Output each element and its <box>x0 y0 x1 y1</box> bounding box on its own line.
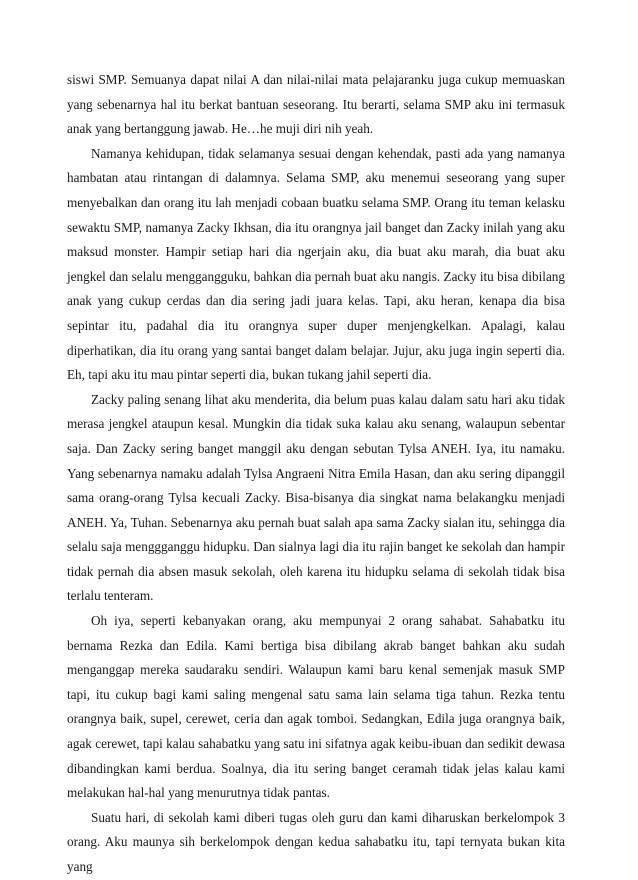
document-body <box>67 68 565 880</box>
paragraph-3: Zacky paling senang lihat aku menderita, dia belum puas kalau dalam satu hari aku tidak merasa jengkel ataupun kesal. Mungkin dia tidak suka kalau aku senang, walaupun sebentar saja. Dan Zacky sering banget manggil aku dengan sebutan Tylsa ANEH. Iya, itu namaku. Yang sebenarnya namaku adalah Tylsa Angraeni Nitra Emila Hasan, dan aku sering dipanggil sama orang-orang Tylsa kecuali Zacky. Bisa-bisanya dia singkat nama belakangku menjadi ANEH. Ya, Tuhan. Sebenarnya aku pernah buat salah apa sama Zacky sialan itu, sehingga dia selalu saja menggganggu hidupku. Dan sialnya lagi dia itu rajin banget ke sekolah dan hampir tidak pernah dia absen masuk sekolah, oleh karena itu hidupku selama di sekolah tidak bisa terlalu tenteram. <box>67 391 565 604</box>
paragraph-4: Oh iya, seperti kebanyakan orang, aku mempunyai 2 orang sahabat. Sahabatku itu bernama Rezka dan Edila. Kami bertiga bisa dibilang akrab banget bahkan aku sudah menganggap mereka saudaraku sendiri. Walaupun kami baru kenal semenjak masuk SMP tapi, itu cukup bagi kami saling mengenal satu sama lain selama tiga tahun. Rezka tentu orangnya baik, supel, cerewet, ceria dan agak tomboi. Sedangkan, Edila juga orangnya baik, agak cerewet, tapi kalau sahabatku yang satu ini sifatnya agak keibu-ibuan dan sedikit dewasa dibandingkan kami berdua. Soalnya, dia itu sering banget ceramah tidak jelas kalau kami melakukan hal-hal yang menurutnya tidak pantas. <box>67 613 565 801</box>
paragraph-2: Namanya kehidupan, tidak selamanya sesuai dengan kehendak, pasti ada yang namanya hambatan atau rintangan di dalamnya. Selama SMP, aku menemui seseorang yang super menyebalkan dan orang itu lah menjadi cobaan buatku selama SMP. Orang itu teman kelasku sewaktu SMP, namanya Zacky Ikhsan, dia itu orangnya jail banget dan Zacky inilah yang aku maksud monster. Hampir setiap hari dia ngerjain aku, dia buat aku marah, dia buat aku jengkel dan selalu menggangguku, bahkan dia pernah buat aku nangis. Zacky itu bisa dibilang anak yang cukup cerdas dan dia sering jadi juara kelas. Tapi, aku heran, kenapa dia bisa sepintar itu, padahal dia itu orangnya super duper menjengkelkan. Apalagi, kalau diperhatikan, dia itu orang yang santai banget dalam belajar. Jujur, aku juga ingin seperti dia. Eh, tapi aku itu mau pintar seperti dia, bukan tukang jahil seperti dia. <box>67 145 565 383</box>
paragraph-1: siswi SMP. Semuanya dapat nilai A dan nilai-nilai mata pelajaranku juga cukup memuaskan yang sebenarnya hal itu berkat bantuan seseorang. Itu berarti, selama SMP aku ini termasuk anak yang bertanggung jawab. He…he muji diri nih yeah. <box>67 72 565 137</box>
paragraph-5: Suatu hari, di sekolah kami diberi tugas oleh guru dan kami diharuskan berkelompok 3 orang. Aku maunya sih berkelompok dengan kedua sahabatku itu, tapi ternyata bukan kita yang <box>67 809 565 874</box>
